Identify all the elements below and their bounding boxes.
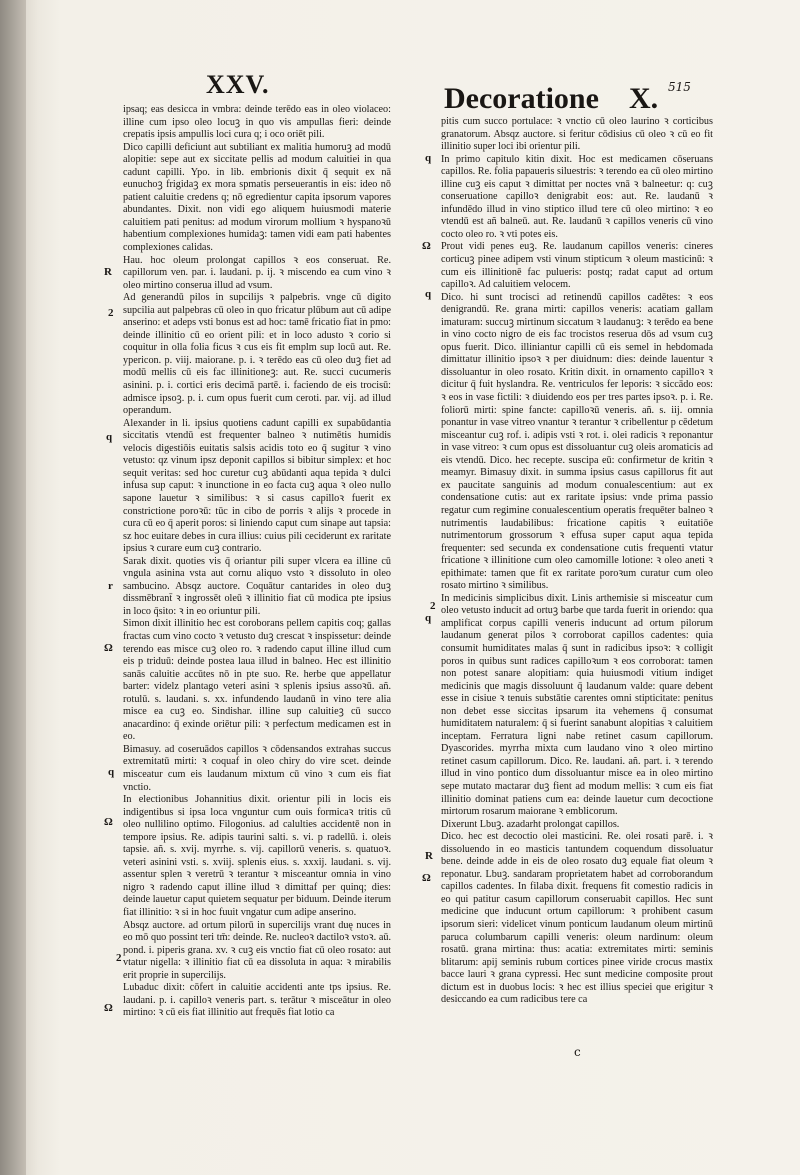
margin-mark: q [425,288,432,300]
text-column-right [441,116,713,1051]
margin-mark: 2 [430,600,436,612]
footer-mark: c [574,1045,581,1059]
margin-mark: q [425,612,432,624]
header-title: Decoratione [444,82,599,115]
paragraph: Sarak dixit. quoties vis q̄ oriantur pili super vlcera ea illine cū vngula asinina vsta aut cornu aliquo vsto ꝛ dissoluto in oleo sambucino. Absqz auctore. Coquātur cantarides in oleo duꝫ dissmēbrant̄ ꝛ ingrossēt oleū ꝛ illinitio fiat cū modica pte ipsius in loco q̄sito: ꝛ in eo oriuntur pili. [123,555,391,617]
margin-mark: R [425,850,433,862]
paragraph: Bimasuy. ad coseruādos capillos ꝛ cōdensandos extrahas succus extremitatū mirti: ꝛ coquaf in oleo chiry do vire scet. deinde misceatur cum eis laudanum mixtum cū vino ꝛ cum eis fiat vnctio. [123,743,391,793]
margin-mark: q [106,431,113,443]
paragraph: In medicinis simplicibus dixit. Linis arthemisie si misceatur cum oleo vetusto inducit ad ortuꝫ barbe que tarda fuerit in oriendo: qua amplificat corpus capilli veneris inducunt ad ortum pilorum laudanum generat pilos ꝛ corroborat capillos cadentes: quia consumit humiditates malas q̄ sunt in radicibus ipsoꝛ: ꝛ colligit poros in quibus sunt radices capilloꝛum ꝛ eos corroborat: tamen non potest sanare alopitiam: quia huiusmodi vitium indiget medicinis que magis dissoluunt q̄ laudanum valde: quare debent esse in cisiue ꝛ tenuis substātie carentes omni stipticitate: penitus non debet esse siccitas ipsarum ita vehemens q̄ consumat humiditatem naturalem: q̄ si fuerint sanabunt alopitias ꝛ caluitiem inceptam. Ferratura ligni nabe retinet casum capillorum. Dyascorides. myrrha mixta cum laudano vino ꝛ oleo mirtino retinet casum capillorum. Dico. Re. laudani. añ. part. i. ꝛ terendo illud in vino pontico dum dissoluantur misce ea in oleo mirtino sepe mutato mactarar duꝫ fient ad modum mellis: ꝛ cum eis fiat illinitio dominat patiens cum ea: deinde lauetur cum decoctione mirtorum rosarum maiorane ꝛ emblicorum. [441,592,713,818]
margin-mark: Ω [104,816,113,828]
folio-number: 515 [668,80,691,94]
margin-mark: Ω [422,240,431,252]
margin-mark: R [104,266,112,278]
margin-mark: Ω [104,642,113,654]
page-header-right [444,82,658,116]
paragraph: Hau. hoc oleum prolongat capillos ꝛ eos conseruat. Re. capillorum ven. par. i. laudani. p. ij. ꝛ miscendo ea cum vino ꝛ oleo mirtino conserua illud ad vsum. [123,254,391,291]
margin-mark: q [425,152,432,164]
paragraph: Prout vidi penes euꝫ. Re. laudanum capillos veneris: cineres corticuꝫ pinee adipem vsti vinum stipticum ꝛ oleum masticinū: ꝛ cum eis illinitionē fac pulueris: postq; radat caput ad ortum capilloꝛ. Ad caluitiem velocem. [441,241,713,291]
text-column-left [123,104,391,1054]
paragraph: ipsaq; eas desicca in vmbra: deinde terēdo eas in oleo violaceo: illine cum ipso oleo locuꝫ in quo vis ampullas fieri: deinde crepatis ipsis ampullis loci cura q; i oco oriēt pili. [123,104,391,141]
paragraph: In primo capitulo kitin dixit. Hoc est medicamen cōseruans capillos. Re. folia papaueris siluestris: ꝛ terendo ea cū oleo mirtino illine cuꝫ eis caput ꝛ dimittat per noctes vnā ꝛ balneetur: q: cuꝫ conseruatione capilloꝛ denigrabit eos: aut. Re. laudanū ꝛ infundēdo illud in vino stiptico illud tere cū oleo mirtino: ꝛ eo vtendū est añ balneū. aut. Re. laudanū ꝛ capillos veneris cū vino cocto oleo ro. ꝛ vti potes eis. [441,153,713,240]
paragraph: Simon dixit illinitio hec est coroborans pellem capitis coq; gallas fractas cum vino cocto ꝛ vetusto duꝫ crescat ꝛ inspissetur: deinde terendo eas misce cuꝫ oleo ro. ꝛ radendo caput illine illud cum eis p triduū: deinde postea laua illud in balneo. Hec est illinitio sanās caluitie accūtes nō in pte suo. Re. herbe que appellatur barter: videlz plantago veteri asini ꝛ splenis ipsius assoꝛū. añ. rotulū. s. laudani. s. xx. infundendo laudanū in vino tere alia misce ea cuꝫ eo. Sindishar. illine sup caluitieꝫ cū succo anacardino: q̄ exinde oriētur pili: ꝛ perfectum medicamen est in eo. [123,618,391,743]
margin-mark: Ω [104,1002,113,1014]
margin-mark: r [108,580,113,592]
book-binding-edge [0,0,26,1175]
margin-mark: 2 [116,952,122,964]
paragraph: In electionibus Johannitius dixit. orientur pili in locis eis indigentibus si ipsa loca vnguntur cum ouis formicaꝛ tritis cū oleo nullilino optimo. Filogonius. ad calulties accidentē non in tempore ipsius. Re. adipis taurini salti. s. vi. p radellū. i. oleis tapsie. añ. s. xvij. myrrhe. s. vij. capillorū veneris. s. quatuoꝛ. veteri asinini vsti. s. xviij. splenis eius. s. xxxij. laudani. s. vij. assentur splen ꝛ veretrū ꝛ terantur ꝛ misceantur omnia in vino nigro ꝛ radendo caput illine illud ꝛ dimittaf per quinq; dies: deinde lauetur caput quietem sequatur per biduum. Deinde iterum fiat illinitio: ꝛ si in hoc fuuit vngatur cum adipe anserino. [123,794,391,918]
header-chapter-number: X. [628,82,659,115]
margin-mark: q [108,766,115,778]
paragraph: Ad generandū pilos in supcilijs ꝛ palpebris. vnge cū digito supcilia aut palpebras cū oleo in quo fricatur plūbum aut cū adipe anserino: et adeps vsti bonus est ad hoc: tamē fricatio fiat in pmo: deinde illinitio cū eo orient pili: et in loco adusto ꝛ corio si coquitur in olla folia ficus ꝛ cus eis fit emplm sup locū aut. Re. ypericon. p. viij. maiorane. p. i. ꝛ terēdo eas cū oleo duꝫ fiet ad modū mellis cū eis fac illinitioneꝫ: aut. Re. succi cucumeris asinini. p. i. cortici eris decimā partē. i. faciendo de eis trocisū: admisce ipsoꝫ. p. i. cum opus fuerit cum ceroti. par. vij. ad illud operandum. [123,292,391,417]
paragraph: Dico capilli deficiunt aut subtiliant ex malitia humoruꝫ ad modū alopitie: sepe aut ex siccitate pellis ad modum caluitiei in qua cadunt capilli. Ypo. in lib. embrionis dixit q̄ sequit ex nā eunuchoꝫ frigidaꝫ ex mora spmatis perseuerantis in eis: ideo nō patient caluitie credens q; nō egredientur capita ipsorum vapores abundantes. Dixit. non vidi ego aliquem huiusmodi materie caluitiem pati penitus: ad modum virorum mollium ꝛ hyspanoꝛū habentium complexiones humidaꝫ: tamen vidi eam pati habentes complexiones calidas. [123,141,391,254]
paragraph: Dico. hec est decoctio olei masticini. Re. olei rosati parē. i. ꝛ dissoluendo in eo masticis tantundem coquendum dissoluatur bene. deinde adde in eis de oleo rosato duꝫ equale fiat oleum ꝛ reponatur. Lbuꝫ. sandaram proprietatem habet ad corroborandum capillos cadentes. In filaba dixit. frequens fit comestio radicis in eo qui patitur casum capillorum conseruabit capillos. Hec sunt medicine que inducunt ortum capillorum: ꝛ prohibent casum ipsorum sieri: videlicet vinum ponticum laudanum oleum mirtinū paruca columbarum capilli veneris: oleum nardinum: oleum rosatū. grana mirtina: thus: acatia: extremitates mirti: seminis blitarum: apij seminis rubum cortices pinee viride crocus mastix bacce lauri ꝛ grana cypressi. Hec sunt medicine composite prout dictum est in duobus locis: ꝛ hec est illius speciei que erigitur ꝛ desiccando ea cum radicibus tere ca [441,831,713,1006]
margin-mark: Ω [422,872,431,884]
paragraph: Dico. hi sunt trocisci ad retinendū capillos cadētes: ꝛ eos denigrandū. Re. grana mirti: capillos veneris: acatiam gallam imaturam: succuꝫ mirtinum siccatum ꝛ laudanuꝫ: ꝛ terēdo ea bene in vino cocto nigro de eis fac trocistos reserua dōs ad vsum cuꝫ opus fuerit. Dico. illiniantur capilli cū eis semel in hebdomada dimittatur illinitio ipsoꝛ ꝛ per diuidnum: dies: deinde lauentur ꝛ dissoluantur in oleo rosato. Kritin dixit. in ornamento capilloꝛ ꝛ dicitur q̄ fuit hyslandra. Re. ventriculos fer leporis: ꝛ siccādo eos: ꝛ eos in vase fictili: ꝛ diuidendo eos per tres partes ipsoꝛ. p. i. Re. foliorū mirti: spine fancte: capilloꝛū veneris. añ. s. iij. omnia ponantur in vase vitreo vnantur ꝛ terantur ꝛ cribellentur p cēdetum misceantur cuꝫ rof. i. adipis vsti ꝛ rot. i. olei radicis ꝛ reponantur in vase vitreo: ꝛ cum opus est dissoluantur cuꝫ oleis aromaticis ad eis vtendū. Dico. hec recepte. suscipa eū: confirmetur de kritin ꝛ meamyr. Bimasuy dixit. in summa ipsius casus capillorus fit aut ex paucitate sanguinis ad modum conualescentium: aut ex condensatione cutis: aut ex raritate ipsius: vnde prima passio regatur cum regimine conualescentium operatis frequēter balneo ꝛ nutrimentis laudabilibus: fricatione capitis ꝛ euitatiōe nutrimentorum grossorum ꝛ effusa super caput aqua tepida frequenter: sed secunda ex condensatione cutis frequenti vtatur fricatione ꝛ illinitione cum oleo camomille lotione: ꝛ oleo aneti ꝛ epithimate: tamen que fit ex raritate poroꝛum curatur cum oleo rosato mirtino ꝛ similibus. [441,291,713,592]
page-header-left: XXV. [206,70,270,99]
paragraph: pitis cum succo portulace: ꝛ vnctio cū oleo laurino ꝛ corticibus granatorum. Absqz auctore. si feritur cōdisius cū oleo ꝛ cū eo fit illinitio super loci ibi orientur pili. [441,116,713,153]
margin-mark: 2 [108,307,114,319]
paragraph: Lubaduc dixit: cōfert in caluitie accidenti ante tps ipsius. Re. laudani. p. i. capilloꝛ veneris part. s. terātur ꝛ misceātur in oleo mirtino: ꝛ cū eis fiat illinitio aut frequēs fiat lotio ca [123,982,391,1019]
paragraph: Alexander in li. ipsius quotiens cadunt capilli ex supabūdantia siccitatis vtendū est frequenter balneo ꝛ nutimētis humidis velocis digestiōis euitatis salsis acidis toto eo q̄ sugitur ꝛ vino vetusto: qz vinum ipsz deponit capillos si bibitur simplex: et hoc sequit veritas: sed hoc curetur cuꝫ abūdanti aqua tepida ꝛ dulci infusa sup caput: ꝛ inunctione in eo facta cuꝫ aqua ꝛ oleo nullo sapone lauetur ꝛ similibus: ꝛ si casus capilloꝛ fuerit ex constrictione poroꝛū: tūc in cibo de porris ꝛ alijs ꝛ procede in cura cū eo q̄ aperit poros: si liniendo caput cum sinape aut tapsia: sz hoc euitare debes in cura illius: cuius pili ceciderunt ex raritate ipsius ꝛ curare eum cuꝫ contrario. [123,417,391,555]
paragraph: Absqz auctore. ad ortum pilorū in supercilijs vrant duę nuces in eo mō quo possint teri tm̄: deinde. Re. nucleoꝛ dactiloꝛ vstoꝛ. aū. pond. i. piperis grana. xv. ꝛ cuꝫ eis vnctio fiat cū oleo rosato: aut vtatur nigella: ꝛ illinitio fiat cū ea dissoluta in aqua: ꝛ mirabilis erit proprie in supercilijs. [123,919,391,981]
paragraph: Dixerunt Lbuꝫ. azadarht prolongat capillos. [441,818,620,830]
